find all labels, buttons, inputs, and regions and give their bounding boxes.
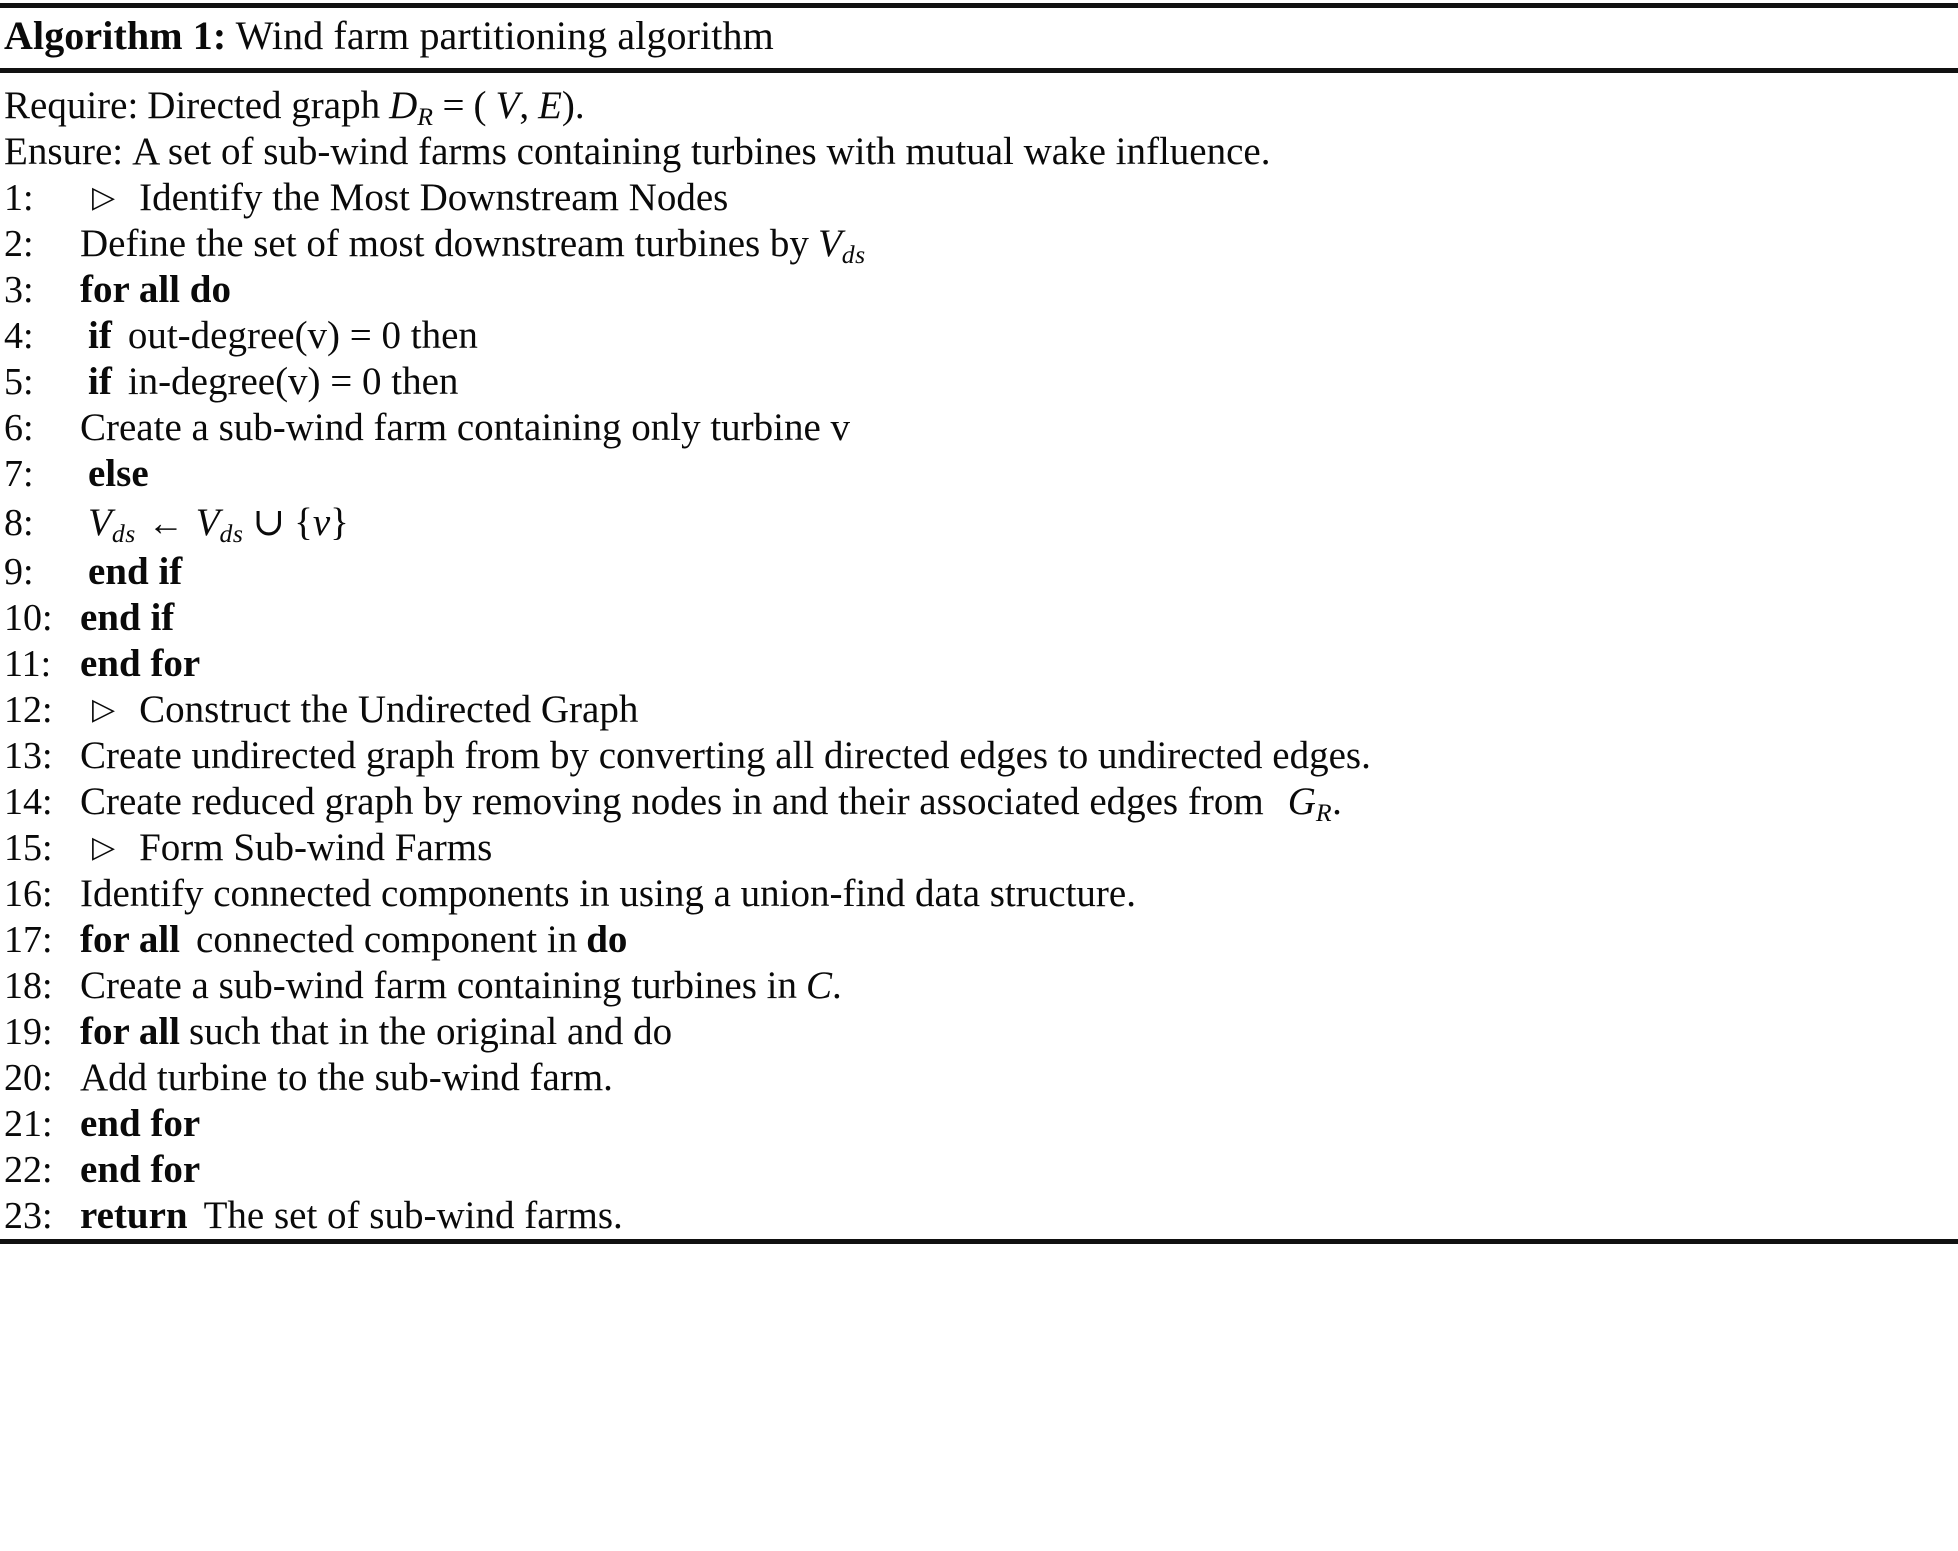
line-7-keyword: else xyxy=(88,452,149,496)
algorithm-line-4 xyxy=(0,313,1958,359)
algorithm-line-22 xyxy=(0,1147,1958,1193)
require-math-V: V xyxy=(495,84,520,128)
algorithm-line-14 xyxy=(0,779,1958,828)
line-text-18: Create a sub-wind farm containing turbines in xyxy=(80,964,797,1008)
algorithm-body xyxy=(0,73,1958,1239)
algorithm-line-8 xyxy=(0,497,1958,549)
line-2-math-V: V xyxy=(817,222,842,266)
line-8-math-V1-sub: ds xyxy=(111,519,136,549)
algorithm-title-label: Algorithm 1: xyxy=(4,13,227,58)
line-number-5: 5: xyxy=(4,361,34,404)
line-text-20: Add turbine to the sub-wind farm. xyxy=(80,1056,613,1100)
require-math-E: E xyxy=(538,84,562,128)
line-21-keyword: end for xyxy=(80,1102,201,1146)
require-math-period: . xyxy=(574,84,585,128)
line-number-17: 17: xyxy=(4,919,53,962)
line-number-3: 3: xyxy=(4,269,34,312)
require-label: Require: xyxy=(4,84,139,128)
algorithm-line-3 xyxy=(0,267,1958,313)
line-8-assign-arrow: ← xyxy=(147,503,184,544)
line-10-keyword: end if xyxy=(80,596,175,640)
line-8-union-operator: ∪ xyxy=(252,501,286,545)
algorithm-line-12 xyxy=(0,687,1958,733)
ensure-text: A set of sub-wind farms containing turbines with mutual wake influence. xyxy=(132,130,1271,174)
line-text-23: The set of sub-wind farms. xyxy=(203,1194,623,1238)
require-math-D: D xyxy=(389,84,418,128)
ensure-label: Ensure: xyxy=(4,130,124,174)
line-text-13: Create undirected graph from by converting all directed edges to undirected edges. xyxy=(80,734,1371,778)
line-text-5: in-degree(v) = 0 then xyxy=(127,360,459,404)
line-number-1: 1: xyxy=(4,177,34,220)
require-text: Directed graph xyxy=(147,84,381,128)
line-text-17: connected component in xyxy=(196,918,578,962)
line-9-keyword: end if xyxy=(88,550,183,594)
algorithm-line-6 xyxy=(0,405,1958,451)
line-14-math-sub: R xyxy=(1315,798,1333,828)
line-text-14: Create reduced graph by removing nodes in and their associated edges from xyxy=(80,780,1264,824)
line-number-14: 14: xyxy=(4,781,53,824)
algorithm-block xyxy=(0,3,1958,1551)
comment-triangle-icon: ▷ xyxy=(92,181,116,215)
algorithm-line-10 xyxy=(0,595,1958,641)
algorithm-line-2 xyxy=(0,221,1958,270)
algorithm-line-5 xyxy=(0,359,1958,405)
algorithm-line-21 xyxy=(0,1101,1958,1147)
algorithm-line-20 xyxy=(0,1055,1958,1101)
require-line xyxy=(0,83,1958,132)
line-3-keyword: for all do xyxy=(80,268,231,312)
line-text-2: Define the set of most downstream turbines by xyxy=(80,222,809,266)
line-18-math-C: C xyxy=(805,964,832,1008)
algorithm-line-17 xyxy=(0,917,1958,963)
line-17-keyword: for all xyxy=(80,918,181,962)
line-19-keyword: for all xyxy=(80,1010,181,1054)
line-8-brace-open: { xyxy=(294,501,313,545)
comment-triangle-icon: ▷ xyxy=(92,693,116,727)
line-text-1: Identify the Most Downstream Nodes xyxy=(139,176,729,220)
line-text-6: Create a sub-wind farm containing only turbine v xyxy=(80,406,851,450)
require-math-D-sub: R xyxy=(417,102,434,132)
line-text-19: such that in the original and do xyxy=(189,1010,673,1054)
algorithm-line-18 xyxy=(0,963,1958,1009)
line-text-4: out-degree(v) = 0 then xyxy=(127,314,478,358)
require-math-close-paren: ) xyxy=(561,84,575,128)
line-number-15: 15: xyxy=(4,827,53,870)
algorithm-line-23 xyxy=(0,1193,1958,1239)
algorithm-line-15 xyxy=(0,825,1958,871)
algorithm-title-text: Wind farm partitioning algorithm xyxy=(235,13,774,58)
line-number-4: 4: xyxy=(4,315,34,358)
line-8-math-V1: V xyxy=(88,501,112,545)
line-number-19: 19: xyxy=(4,1011,53,1054)
algorithm-title xyxy=(0,8,1958,68)
line-number-16: 16: xyxy=(4,873,53,916)
require-math-comma: , xyxy=(519,84,530,128)
require-math-eq: = xyxy=(442,84,465,128)
comment-triangle-icon: ▷ xyxy=(92,831,116,865)
line-number-10: 10: xyxy=(4,597,53,640)
line-8-brace-close: } xyxy=(330,501,349,545)
algorithm-line-13 xyxy=(0,733,1958,779)
line-8-math-V2: V xyxy=(195,501,220,545)
line-text-12: Construct the Undirected Graph xyxy=(139,688,639,732)
line-number-12: 12: xyxy=(4,689,53,732)
line-number-2: 2: xyxy=(4,223,34,266)
line-number-6: 6: xyxy=(4,407,34,450)
line-text-16: Identify connected components in using a union-find data structure. xyxy=(80,872,1136,916)
algorithm-line-1 xyxy=(0,175,1958,221)
line-number-8: 8: xyxy=(4,502,34,545)
line-text-15: Form Sub-wind Farms xyxy=(139,826,493,870)
line-8-math-V2-sub: ds xyxy=(219,519,244,549)
line-number-11: 11: xyxy=(4,643,52,686)
algorithm-line-7 xyxy=(0,451,1958,497)
line-18-math-period: . xyxy=(831,964,842,1008)
algorithm-line-16 xyxy=(0,871,1958,917)
line-22-keyword: end for xyxy=(80,1148,201,1192)
algorithm-line-9 xyxy=(0,549,1958,595)
line-11-keyword: end for xyxy=(80,642,201,686)
algorithm-line-19 xyxy=(0,1009,1958,1055)
line-17-keyword-do: do xyxy=(586,918,628,962)
line-number-7: 7: xyxy=(4,453,34,496)
line-2-math-sub: ds xyxy=(841,240,866,270)
line-4-keyword: if xyxy=(88,314,112,358)
line-number-9: 9: xyxy=(4,551,34,594)
line-14-math-period: . xyxy=(1332,780,1342,824)
line-number-22: 22: xyxy=(4,1149,53,1192)
line-number-18: 18: xyxy=(4,965,53,1008)
line-8-math-v: v xyxy=(312,501,331,545)
line-number-13: 13: xyxy=(4,735,53,778)
require-math-open-paren: ( xyxy=(473,84,487,128)
line-14-math-G: G xyxy=(1287,780,1316,824)
line-23-keyword: return xyxy=(80,1194,188,1238)
bottom-rule xyxy=(0,1239,1958,1244)
line-number-20: 20: xyxy=(4,1057,53,1100)
ensure-line xyxy=(0,129,1958,175)
line-number-21: 21: xyxy=(4,1103,53,1146)
algorithm-line-11 xyxy=(0,641,1958,687)
line-number-23: 23: xyxy=(4,1195,53,1238)
line-5-keyword: if xyxy=(88,360,112,404)
